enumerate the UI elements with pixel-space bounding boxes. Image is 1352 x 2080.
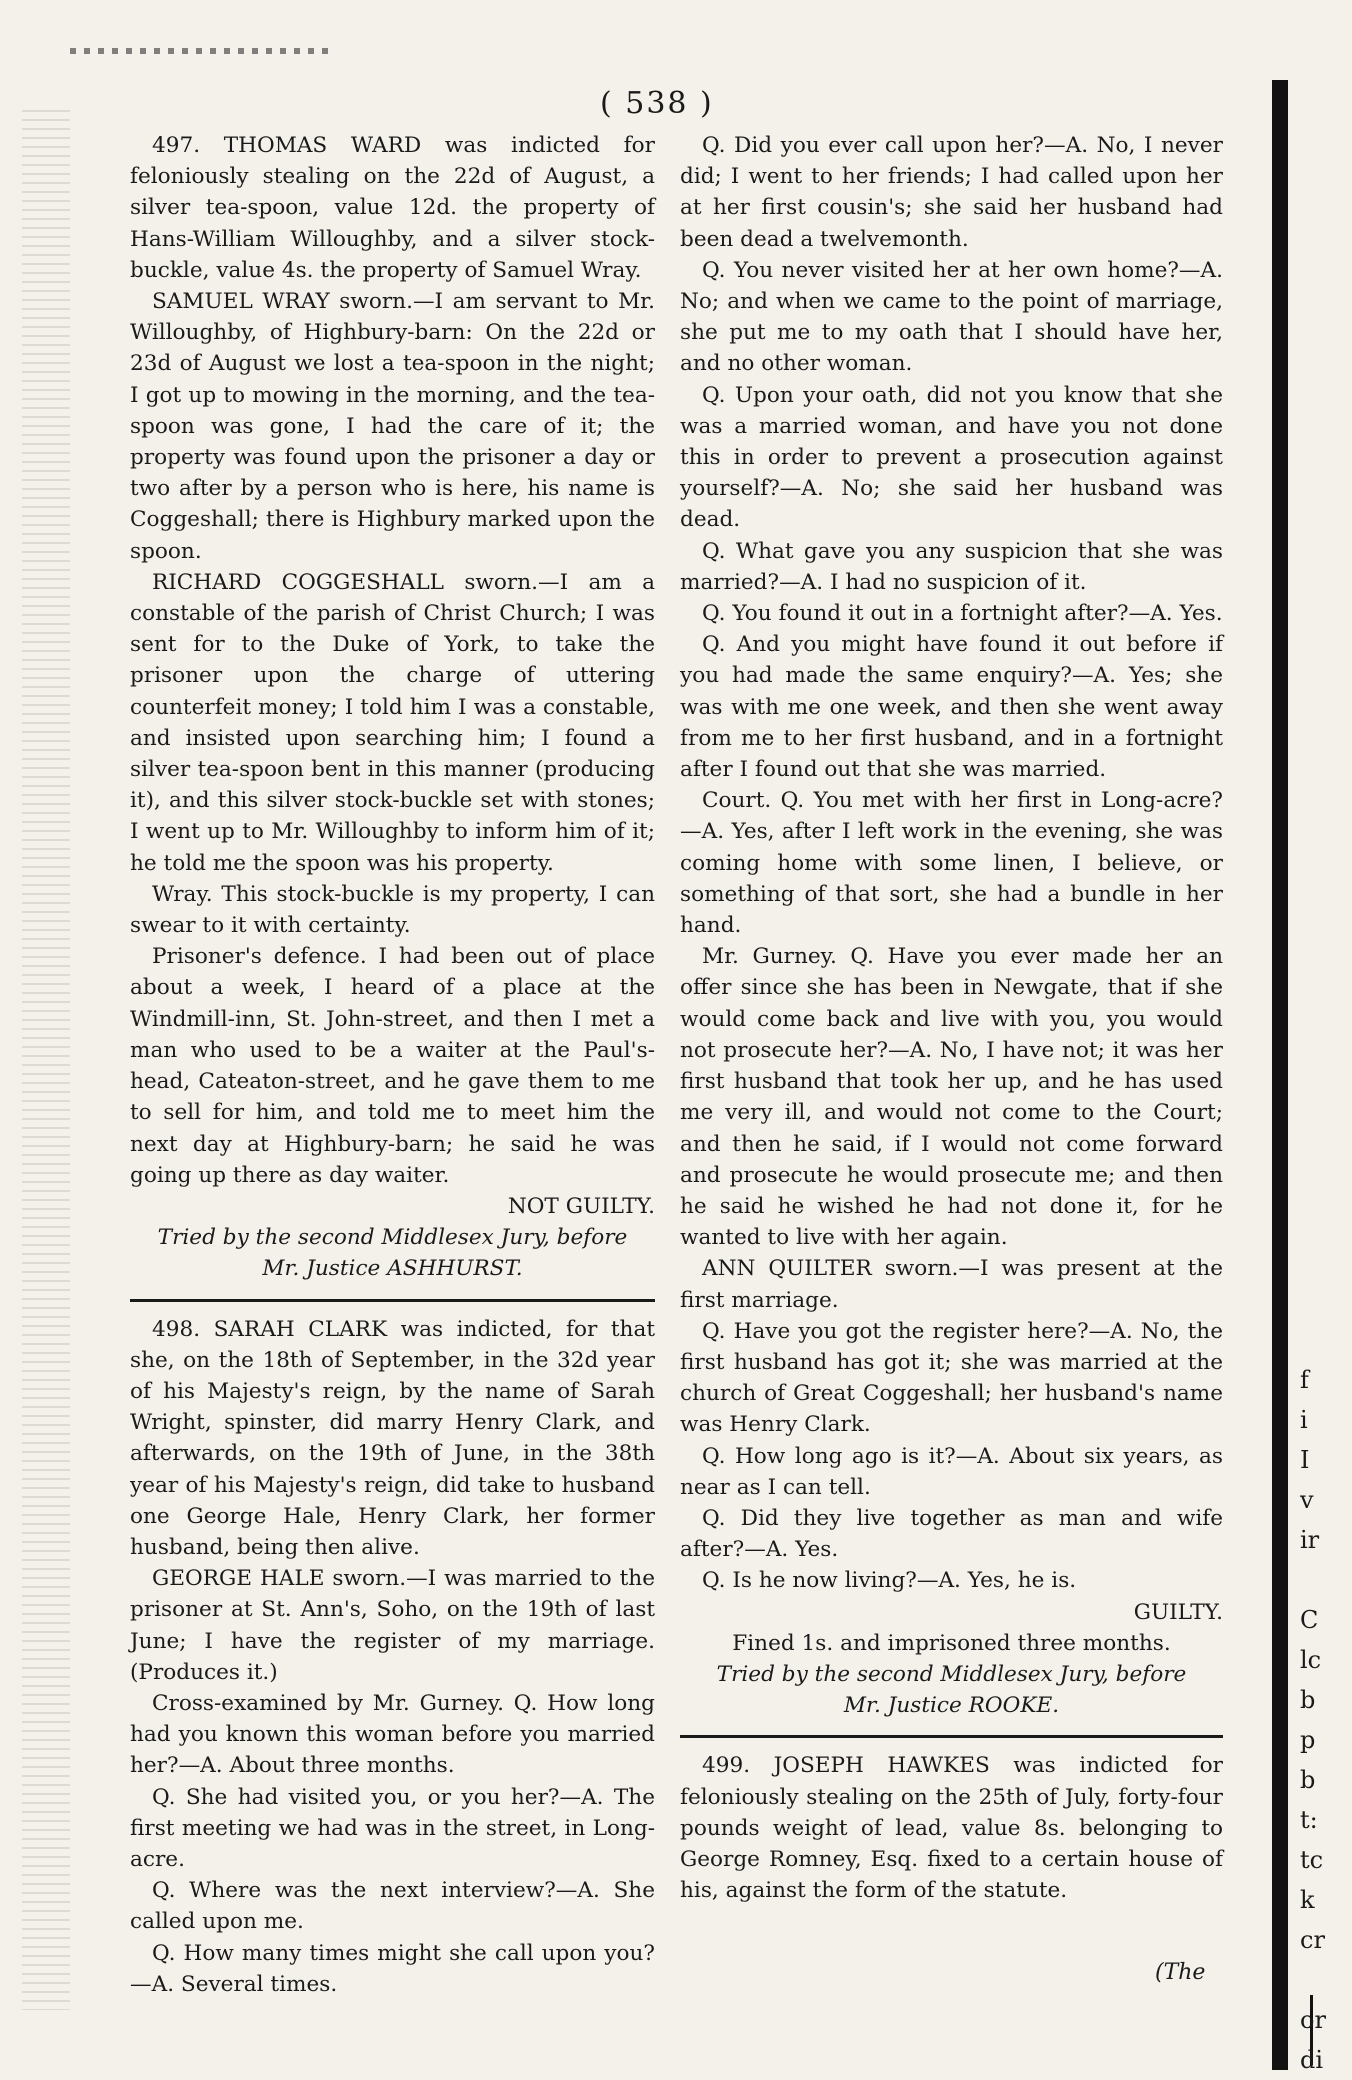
left-column [130, 130, 655, 2000]
fragment: or [1300, 2006, 1326, 2034]
qa-how-long-ago: Q. How long ago is it?—A. About six years, as near as I can tell. [680, 1443, 1223, 1500]
case-497-indictment: 497. THOMAS WARD was indicted for feloniously stealing on the 22d of August, a silver tea-spoon, value 12d. the property of Hans-William Willoughby, and a silver stock-buckle, value 4s. the property of Samuel Wray. [130, 133, 655, 283]
case-499-indictment: 499. JOSEPH HAWKES was indicted for feloniously stealing on the 25th of July, forty-four pounds weight of lead, value 8s. belonging to George Romney, Esq. fixed to a certain house of his, against the form of the statute. [680, 1753, 1223, 1904]
fragment: t: [1300, 1806, 1318, 1834]
verdict-guilty: GUILTY. [1133, 1599, 1223, 1625]
section-divider [680, 1735, 1223, 1738]
qa-gurney-newgate: Mr. Gurney. Q. Have you ever made her an offer since she has been in Newgate, that if she would come back and live with you, you would not prosecute her?—A. No, I have not; it was her first husband that took her up, and he has used me very ill, and would not come to the Court; and then he said, if I would not come forward and prosecute he would prosecute me; and then he said he wished he had not done it, for he wanted to live with her again. [680, 944, 1223, 1251]
testimony-wray-recall: Wray. This stock-buckle is my property, I can swear to it with certainty. [130, 881, 655, 939]
fragment: I [1300, 1446, 1310, 1474]
fragment: C [1300, 1606, 1319, 1634]
verdict-not-guilty: NOT GUILTY. [507, 1193, 655, 1219]
testimony-ann-quilter: ANN QUILTER sworn.—I was present at the first marriage. [680, 1256, 1223, 1313]
fragment: cr [1300, 1926, 1325, 1954]
right-column [680, 130, 1223, 1906]
qa-next-interview: Q. Where was the next interview?—A. She called upon me. [130, 1878, 655, 1935]
next-page-fragments [1300, 1360, 1340, 2080]
fragment: p [1300, 1726, 1316, 1754]
fragment: b [1300, 1686, 1316, 1714]
qa-call-upon-her: Q. Did you ever call upon her?—A. No, I never did; I went to her friends; I had called upon her at her first cousin's; she said her husband had been dead a twelvemonth. [680, 133, 1223, 252]
prisoner-defence: Prisoner's defence. I had been out of place about a week, I heard of a place at the Windmill-inn, St. John-street, and then I met a man who used to be a waiter at the Paul's-head, Cateaton-street, and he gave them to me to sell for him, and told me to meet him the next day at Highbury-barn; he said he was going up there as day waiter. [130, 944, 655, 1188]
page-number: ( 538 ) [600, 86, 714, 121]
scan-edge-mark [70, 48, 330, 54]
catchword: (The [1155, 1960, 1206, 1985]
jury-note-2: Tried by the second Middlesex Jury, before [716, 1661, 1187, 1687]
fragment: ir [1300, 1526, 1320, 1554]
qa-upon-oath: Q. Upon your oath, did not you know that she was a married woman, and have you not done this in order to prevent a prosecution against yourself?—A. No; she said her husband was dead. [680, 382, 1223, 533]
fragment: f [1300, 1366, 1309, 1394]
qa-visited-home: Q. You never visited her at her own home?—A. No; and when we came to the point of marriage, she put me to my oath that I should have her, and no other woman. [680, 257, 1223, 377]
qa-now-living: Q. Is he now living?—A. Yes, he is. [702, 1568, 1077, 1594]
case-498-indictment: 498. SARAH CLARK was indicted, for that she, on the 18th of September, in the 32d year of his Majesty's reign, by the name of Sarah Wright, spinster, did marry Henry Clark, and afterwards, on the 19th of June, in the 38th year of his Majesty's reign, did take to husband one George Hale, Henry Clark, her former husband, being then alive. [130, 1316, 655, 1560]
qa-visited: Q. She had visited you, or you her?—A. The first meeting we had was in the street, in Long-acre. [130, 1784, 655, 1872]
qa-how-many-times: Q. How many times might she call upon you?—A. Several times. [130, 1940, 655, 1997]
testimony-george-hale: GEORGE HALE sworn.—I was married to the prisoner at St. Ann's, Soho, on the 19th of last June; I have the register of my marriage. (Produces it.) [130, 1566, 655, 1685]
testimony-samuel-wray: SAMUEL WRAY sworn.—I am servant to Mr. Willoughby, of Highbury-barn: On the 22d or 23d of August we lost a tea-spoon in the night; I got up to mowing in the morning, and the tea-spoon was gone, I had the care of it; the property was found upon the prisoner a day or two after by a person who is here, his name is Coggeshall; there is Highbury marked upon the spoon. [130, 289, 655, 564]
section-divider [130, 1299, 655, 1302]
qa-live-together: Q. Did they live together as man and wife after?—A. Yes. [680, 1505, 1223, 1563]
justice-ashhurst: Mr. Justice ASHHURST. [262, 1256, 523, 1282]
binding-shadow [1272, 80, 1288, 2070]
qa-court-long-acre: Court. Q. You met with her first in Long-acre?—A. Yes, after I left work in the evening, she was coming home with some linen, I believe, or something of that sort, she had a bundle in her hand. [680, 788, 1223, 939]
fragment: lc [1300, 1646, 1322, 1674]
fragment: b [1300, 1766, 1316, 1794]
justice-rooke: Mr. Justice ROOKE. [843, 1693, 1060, 1719]
fragment [1300, 1560, 1340, 1600]
fragment: di [1300, 2046, 1324, 2074]
fragment [1300, 1960, 1340, 2000]
testimony-richard-coggeshall: RICHARD COGGESHALL sworn.—I am a constable of the parish of Christ Church; I was sent for to the Duke of York, to take the prisoner upon the charge of uttering counterfeit money; I told him I was a constable, and insisted upon searching him; I found a silver tea-spoon bent in this manner (producing it), and this silver stock-buckle set with stones; I went up to Mr. Willoughby to inform him of it; he told me the spoon was his property. [130, 569, 655, 876]
fragment: i [1300, 1406, 1308, 1434]
qa-fortnight: Q. You found it out in a fortnight after?—A. Yes. [702, 601, 1223, 627]
fragment: k [1300, 1886, 1315, 1914]
sentence: Fined 1s. and imprisoned three months. [732, 1630, 1171, 1656]
cross-examination: Cross-examined by Mr. Gurney. Q. How long had you known this woman before you married her?—A. About three months. [130, 1690, 655, 1779]
fragment: v [1300, 1486, 1314, 1514]
qa-same-enquiry: Q. And you might have found it out before if you had made the same enquiry?—A. Yes; she was with me one week, and then she went away from me to her first husband, and in a fortnight after I found out that she was married. [680, 632, 1223, 783]
bleed-through-margin [22, 110, 70, 2010]
jury-note-1: Tried by the second Middlesex Jury, before [157, 1225, 628, 1251]
qa-suspicion: Q. What gave you any suspicion that she was married?—A. I had no suspicion of it. [680, 538, 1223, 595]
qa-register: Q. Have you got the register here?—A. No, the first husband has got it; she was married at the church of Great Coggeshall; her husband's name was Henry Clark. [680, 1318, 1223, 1438]
fragment: tc [1300, 1846, 1324, 1874]
